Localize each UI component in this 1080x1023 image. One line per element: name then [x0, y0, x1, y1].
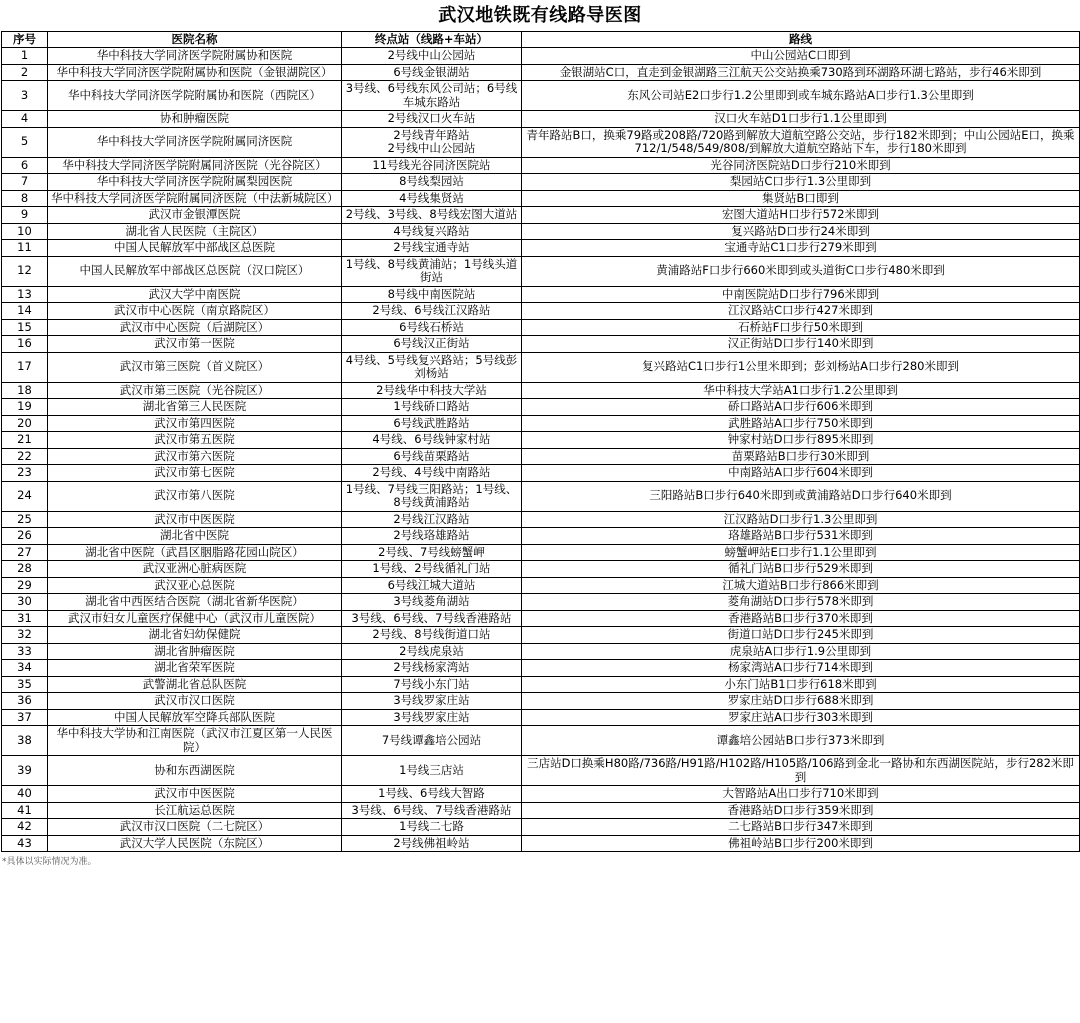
footnote: *具体以实际情况为准。	[2, 857, 97, 867]
table-row	[2, 382, 1080, 399]
table-row	[2, 802, 1080, 819]
terminal-station: 2号线江汉路站	[342, 511, 522, 528]
row-index: 39	[2, 756, 48, 786]
table-row	[2, 64, 1080, 81]
hospital-name: 武汉市第六医院	[48, 448, 342, 465]
row-index: 25	[2, 511, 48, 528]
hospital-name: 湖北省人民医院（主院区）	[48, 223, 342, 240]
hospital-name: 华中科技大学同济医学院附属协和医院（金银湖院区）	[48, 64, 342, 81]
hospital-name: 武汉市第一医院	[48, 336, 342, 353]
hospital-name: 武汉市中心医院（南京路院区）	[48, 303, 342, 320]
route: 香港路站B口步行370米即到	[522, 610, 1080, 627]
terminal-station: 8号线中南医院站	[342, 286, 522, 303]
route: 宝通寺站C1口步行279米即到	[522, 240, 1080, 257]
route: 谭鑫培公园站B口步行373米即到	[522, 726, 1080, 756]
route: 二七路站B口步行347米即到	[522, 819, 1080, 836]
table-row	[2, 111, 1080, 128]
hospital-name: 华中科技大学同济医学院附属同济医院（光谷院区）	[48, 157, 342, 174]
table-row	[2, 352, 1080, 382]
hospital-name: 武汉市中心医院（后湖院区）	[48, 319, 342, 336]
route: 宏图大道站H口步行572米即到	[522, 207, 1080, 224]
terminal-station: 2号线虎泉站	[342, 643, 522, 660]
route: 珞雄路站B口步行531米即到	[522, 528, 1080, 545]
terminal-station: 1号线三店站	[342, 756, 522, 786]
row-index: 15	[2, 319, 48, 336]
route: 三店站D口换乘H80路/736路/H91路/H102路/H105路/106路到金北一路协和东西湖医院站，步行282米即到	[522, 756, 1080, 786]
row-index: 14	[2, 303, 48, 320]
table-row	[2, 528, 1080, 545]
row-index: 17	[2, 352, 48, 382]
terminal-station: 2号线华中科技大学站	[342, 382, 522, 399]
table-row	[2, 544, 1080, 561]
terminal-station: 4号线复兴路站	[342, 223, 522, 240]
row-index: 38	[2, 726, 48, 756]
hospital-name: 协和东西湖医院	[48, 756, 342, 786]
hospital-name: 华中科技大学协和江南医院（武汉市江夏区第一人民医院）	[48, 726, 342, 756]
hospital-name: 湖北省中医院（武昌区胭脂路花园山院区）	[48, 544, 342, 561]
route: 中南路站A口步行604米即到	[522, 465, 1080, 482]
route: 佛祖岭站B口步行200米即到	[522, 835, 1080, 852]
hospital-name: 武汉大学人民医院（东院区）	[48, 835, 342, 852]
terminal-station: 6号线石桥站	[342, 319, 522, 336]
table-row	[2, 48, 1080, 65]
route: 江汉路站D口步行1.3公里即到	[522, 511, 1080, 528]
row-index: 24	[2, 481, 48, 511]
table-row	[2, 240, 1080, 257]
table-row	[2, 786, 1080, 803]
terminal-station: 2号线青年路站 2号线中山公园站	[342, 127, 522, 157]
terminal-station: 2号线珞雄路站	[342, 528, 522, 545]
terminal-station: 2号线、4号线中南路站	[342, 465, 522, 482]
row-index: 30	[2, 594, 48, 611]
table-row	[2, 660, 1080, 677]
table-row	[2, 577, 1080, 594]
terminal-station: 1号线、6号线大智路	[342, 786, 522, 803]
header-row	[2, 32, 1080, 48]
route: 小东门站B1口步行618米即到	[522, 676, 1080, 693]
table-row	[2, 465, 1080, 482]
row-index: 3	[2, 81, 48, 111]
route: 东风公司站E2口步行1.2公里即到或车城东路站A口步行1.3公里即到	[522, 81, 1080, 111]
header-hospital-name: 医院名称	[48, 32, 342, 48]
hospital-name: 武汉亚洲心脏病医院	[48, 561, 342, 578]
row-index: 2	[2, 64, 48, 81]
row-index: 27	[2, 544, 48, 561]
route: 江城大道站B口步行866米即到	[522, 577, 1080, 594]
row-index: 41	[2, 802, 48, 819]
route: 钟家村站D口步行895米即到	[522, 432, 1080, 449]
table-row	[2, 709, 1080, 726]
hospital-name: 华中科技大学同济医学院附属梨园医院	[48, 174, 342, 191]
row-index: 16	[2, 336, 48, 353]
row-index: 7	[2, 174, 48, 191]
row-index: 8	[2, 190, 48, 207]
row-index: 33	[2, 643, 48, 660]
table-row	[2, 190, 1080, 207]
row-index: 36	[2, 693, 48, 710]
row-index: 37	[2, 709, 48, 726]
route: 武胜路站A口步行750米即到	[522, 415, 1080, 432]
terminal-station: 11号线光谷同济医院站	[342, 157, 522, 174]
terminal-station: 6号线江城大道站	[342, 577, 522, 594]
table-row	[2, 319, 1080, 336]
hospital-name: 湖北省第三人民医院	[48, 399, 342, 416]
table-row	[2, 481, 1080, 511]
terminal-station: 3号线、6号线、7号线香港路站	[342, 610, 522, 627]
terminal-station: 2号线汉口火车站	[342, 111, 522, 128]
hospital-name: 武汉市第三医院（首义院区）	[48, 352, 342, 382]
hospital-name: 武汉大学中南医院	[48, 286, 342, 303]
route: 螃蟹岬站E口步行1.1公里即到	[522, 544, 1080, 561]
hospital-name: 武汉市第八医院	[48, 481, 342, 511]
row-index: 20	[2, 415, 48, 432]
hospital-name: 中国人民解放军空降兵部队医院	[48, 709, 342, 726]
row-index: 9	[2, 207, 48, 224]
table-row	[2, 448, 1080, 465]
hospital-name: 协和肿瘤医院	[48, 111, 342, 128]
terminal-station: 2号线、7号线螃蟹岬	[342, 544, 522, 561]
table-row	[2, 643, 1080, 660]
header-route: 路线	[522, 32, 1080, 48]
table-row	[2, 511, 1080, 528]
hospital-name: 华中科技大学同济医学院附属同济医院（中法新城院区）	[48, 190, 342, 207]
table-row	[2, 223, 1080, 240]
table-row	[2, 726, 1080, 756]
hospital-name: 中国人民解放军中部战区总医院	[48, 240, 342, 257]
table-row	[2, 756, 1080, 786]
row-index: 19	[2, 399, 48, 416]
route: 香港路站D口步行359米即到	[522, 802, 1080, 819]
route: 罗家庄站A口步行303米即到	[522, 709, 1080, 726]
hospital-name: 武汉市第四医院	[48, 415, 342, 432]
table-row	[2, 207, 1080, 224]
table-row	[2, 127, 1080, 157]
table-row	[2, 81, 1080, 111]
row-index: 10	[2, 223, 48, 240]
terminal-station: 2号线宝通寺站	[342, 240, 522, 257]
terminal-station: 6号线金银湖站	[342, 64, 522, 81]
row-index: 12	[2, 256, 48, 286]
route: 大智路站A出口步行710米即到	[522, 786, 1080, 803]
row-index: 29	[2, 577, 48, 594]
terminal-station: 2号线、3号线、8号线宏图大道站	[342, 207, 522, 224]
row-index: 4	[2, 111, 48, 128]
terminal-station: 6号线汉正街站	[342, 336, 522, 353]
route: 虎泉站A口步行1.9公里即到	[522, 643, 1080, 660]
row-index: 28	[2, 561, 48, 578]
hospital-name: 华中科技大学同济医学院附属协和医院	[48, 48, 342, 65]
hospital-name: 湖北省妇幼保健院	[48, 627, 342, 644]
route: 江汉路站C口步行427米即到	[522, 303, 1080, 320]
route: 复兴路站D口步行24米即到	[522, 223, 1080, 240]
table-row	[2, 432, 1080, 449]
table-row	[2, 303, 1080, 320]
hospital-name: 武汉市汉口医院（二七院区）	[48, 819, 342, 836]
hospital-name: 武汉市汉口医院	[48, 693, 342, 710]
route: 三阳路站B口步行640米即到或黄浦路站D口步行640米即到	[522, 481, 1080, 511]
route: 汉口火车站D1口步行1.1公里即到	[522, 111, 1080, 128]
terminal-station: 1号线、7号线三阳路站；1号线、8号线黄浦路站	[342, 481, 522, 511]
row-index: 43	[2, 835, 48, 852]
terminal-station: 3号线、6号线东风公司站；6号线车城东路站	[342, 81, 522, 111]
hospital-name: 湖北省荣军医院	[48, 660, 342, 677]
terminal-station: 8号线梨园站	[342, 174, 522, 191]
hospital-name: 华中科技大学同济医学院附属协和医院（西院区）	[48, 81, 342, 111]
table-row	[2, 399, 1080, 416]
hospital-name: 湖北省中西医结合医院（湖北省新华医院）	[48, 594, 342, 611]
table-row	[2, 835, 1080, 852]
table-row	[2, 256, 1080, 286]
hospital-guide-table	[1, 31, 1080, 852]
route: 梨园站C口步行1.3公里即到	[522, 174, 1080, 191]
hospital-name: 武汉市第五医院	[48, 432, 342, 449]
row-index: 6	[2, 157, 48, 174]
terminal-station: 3号线罗家庄站	[342, 693, 522, 710]
terminal-station: 2号线杨家湾站	[342, 660, 522, 677]
hospital-name: 武汉市第三医院（光谷院区）	[48, 382, 342, 399]
route: 杨家湾站A口步行714米即到	[522, 660, 1080, 677]
row-index: 42	[2, 819, 48, 836]
hospital-name: 武汉市中医医院	[48, 786, 342, 803]
row-index: 32	[2, 627, 48, 644]
row-index: 18	[2, 382, 48, 399]
route: 中南医院站D口步行796米即到	[522, 286, 1080, 303]
table-row	[2, 561, 1080, 578]
terminal-station: 4号线集贤站	[342, 190, 522, 207]
terminal-station: 7号线小东门站	[342, 676, 522, 693]
route: 黄浦路站F口步行660米即到或头道街C口步行480米即到	[522, 256, 1080, 286]
table-row	[2, 594, 1080, 611]
hospital-name: 武汉市中医医院	[48, 511, 342, 528]
terminal-station: 1号线、2号线循礼门站	[342, 561, 522, 578]
table-row	[2, 336, 1080, 353]
hospital-name: 武汉市妇女儿童医疗保健中心（武汉市儿童医院）	[48, 610, 342, 627]
table-row	[2, 286, 1080, 303]
route: 中山公园站C口即到	[522, 48, 1080, 65]
terminal-station: 1号线硚口路站	[342, 399, 522, 416]
table-row	[2, 174, 1080, 191]
route: 硚口路站A口步行606米即到	[522, 399, 1080, 416]
row-index: 22	[2, 448, 48, 465]
terminal-station: 2号线、8号线街道口站	[342, 627, 522, 644]
row-index: 31	[2, 610, 48, 627]
route: 街道口站D口步行245米即到	[522, 627, 1080, 644]
terminal-station: 3号线菱角湖站	[342, 594, 522, 611]
page-title: 武汉地铁既有线路导医图	[438, 5, 642, 26]
hospital-name: 武汉市第七医院	[48, 465, 342, 482]
hospital-name: 中国人民解放军中部战区总医院（汉口院区）	[48, 256, 342, 286]
terminal-station: 3号线、6号线、7号线香港路站	[342, 802, 522, 819]
terminal-station: 3号线罗家庄站	[342, 709, 522, 726]
hospital-name: 湖北省中医院	[48, 528, 342, 545]
route: 循礼门站B口步行529米即到	[522, 561, 1080, 578]
table-body	[2, 48, 1080, 852]
terminal-station: 6号线武胜路站	[342, 415, 522, 432]
table-row	[2, 157, 1080, 174]
terminal-station: 2号线中山公园站	[342, 48, 522, 65]
terminal-station: 4号线、6号线钟家村站	[342, 432, 522, 449]
row-index: 40	[2, 786, 48, 803]
route: 金银湖站C口，直走到金银湖路三江航天公交站换乘730路到环湖路环湖七路站，步行46米即到	[522, 64, 1080, 81]
terminal-station: 1号线、8号线黄浦站；1号线头道街站	[342, 256, 522, 286]
table-row	[2, 819, 1080, 836]
hospital-name: 武汉市金银潭医院	[48, 207, 342, 224]
terminal-station: 2号线佛祖岭站	[342, 835, 522, 852]
row-index: 34	[2, 660, 48, 677]
route: 华中科技大学站A1口步行1.2公里即到	[522, 382, 1080, 399]
table-row	[2, 627, 1080, 644]
route: 汉正街站D口步行140米即到	[522, 336, 1080, 353]
terminal-station: 1号线二七路	[342, 819, 522, 836]
route: 光谷同济医院站D口步行210米即到	[522, 157, 1080, 174]
route: 菱角湖站D口步行578米即到	[522, 594, 1080, 611]
route: 苗栗路站B口步行30米即到	[522, 448, 1080, 465]
hospital-name: 长江航运总医院	[48, 802, 342, 819]
table-row	[2, 676, 1080, 693]
terminal-station: 2号线、6号线江汉路站	[342, 303, 522, 320]
hospital-name: 湖北省肿瘤医院	[48, 643, 342, 660]
row-index: 23	[2, 465, 48, 482]
row-index: 21	[2, 432, 48, 449]
route: 青年路站B口，换乘79路或208路/720路到解放大道航空路公交站，步行182米即到；中山公园站E口，换乘712/1/548/549/808/到解放大道航空路站下车，步行180米即到	[522, 127, 1080, 157]
terminal-station: 4号线、5号线复兴路站；5号线彭刘杨站	[342, 352, 522, 382]
hospital-name: 武警湖北省总队医院	[48, 676, 342, 693]
route: 石桥站F口步行50米即到	[522, 319, 1080, 336]
row-index: 11	[2, 240, 48, 257]
table-row	[2, 610, 1080, 627]
table-row	[2, 415, 1080, 432]
route: 复兴路站C1口步行1公里米即到；彭刘杨站A口步行280米即到	[522, 352, 1080, 382]
table-row	[2, 693, 1080, 710]
row-index: 5	[2, 127, 48, 157]
header-terminal-station: 终点站（线路+车站）	[342, 32, 522, 48]
route: 罗家庄站D口步行688米即到	[522, 693, 1080, 710]
route: 集贤站B口即到	[522, 190, 1080, 207]
row-index: 26	[2, 528, 48, 545]
terminal-station: 7号线谭鑫培公园站	[342, 726, 522, 756]
hospital-name: 武汉亚心总医院	[48, 577, 342, 594]
row-index: 1	[2, 48, 48, 65]
hospital-name: 华中科技大学同济医学院附属同济医院	[48, 127, 342, 157]
header-index: 序号	[2, 32, 48, 48]
row-index: 13	[2, 286, 48, 303]
terminal-station: 6号线苗栗路站	[342, 448, 522, 465]
row-index: 35	[2, 676, 48, 693]
